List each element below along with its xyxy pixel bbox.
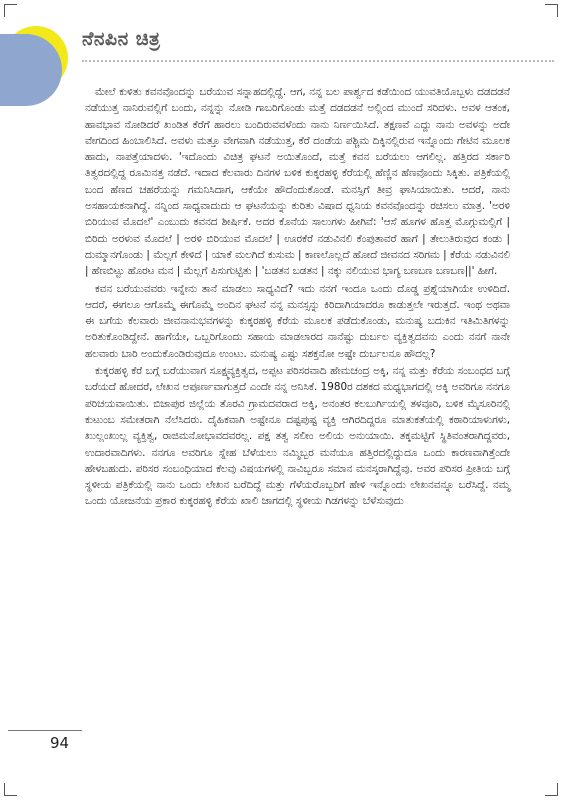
crop-mark-bottom-right [545, 783, 558, 796]
body-text [85, 84, 510, 511]
paragraph-3: ಕುಕ್ಕರಹಳ್ಳಿ ಕೆರೆ ಬಗ್ಗೆ ಬರೆಯುವಾಗ ಸೂಕ್ಷ್ಮವ್ಯಕ್ತಿತ್ವದ, ಅಪ್ಪಟ ಪರಿಸರವಾದಿ ಹೇಮಚಂದ್ರ ಅಕ್ಕಿ, ನನ್ನ ಮತ್ತು ಕೆರೆಯ ಸಂಬಂಧದ ಬಗ್ಗೆ ಬರೆಯದೆ ಹೋದರೆ, ಲೇಖನ ಅಪೂರ್ಣವಾಗುತ್ತದೆ ಎಂದೇ ನನ್ನ ಅನಿಸಿಕೆ. 1980ರ ದಶಕದ ಮಧ್ಯಭಾಗದಲ್ಲಿ ಅಕ್ಕಿ ಅವರಿಗೂ ನನಗೂ ಪರಿಚಯವಾಯಿತು. ಬಿಜಾಪುರ ಜಿಲ್ಲೆಯ ತೊರವಿ ಗ್ರಾಮದವರಾದ ಅಕ್ಕಿ, ಅನಂತರ ಕಲಬುರ್ಗಿಯಲ್ಲಿ ತಳವೂರಿ, ಬಳಿಕ ಮೈಸೂರಿನಲ್ಲಿ ಕುಟುಂಬ ಸಮೇತರಾಗಿ ನೆಲೆಸಿದರು. ದೈಹಿಕವಾಗಿ ಅಷ್ಟೇನೂ ದಷ್ಟಪುಷ್ಟ ವ್ಯಕ್ತಿ ಆಗಿರದಿದ್ದರೂ ಮಾತುಕತೆಯಲ್ಲಿ ಕಠಾರಿಯಾಳುಗಳು, ಖುಲ್ಲಂಖುಲ್ಲ ವ್ಯಕ್ತಿತ್ವ, ರಾಜಿಮನೋಭಾವದವರಲ್ಲ. ಪಕ್ಷ ತತ್ವ ಸಲೀಂ ಅಲಿಯ ಅನುಯಾಯಿ. ತಕ್ಕಮಟ್ಟಿಗೆ ಸ್ಥಿತಿವಂತರಾಗಿದ್ದವರು, ಉದಾರವಾದಿಗಳು. ನನಗೂ ಅವರಿಗೂ ಸ್ನೇಹ ಬೆಳೆಯಲು ನಮ್ಮಿಬ್ಬರ ಮನೆಯೂ ಹತ್ತಿರದಲ್ಲಿದ್ದುದೂ ಒಂದು ಕಾರಣವಾಗಿತ್ತೆಂದೇ ಹೇಳಬಹುದು. ಪರಿಸರ ಸಂಬಂಧಿಯಾದ ಕೆಲವು ವಿಷಯಗಳಲ್ಲಿ ನಾವಿಬ್ಬರೂ ಸಮಾನ ಮನಸ್ಕರಾಗಿದ್ದೆವು. ಅವರ ಪರಿಸರ ಪ್ರೀತಿಯ ಬಗ್ಗೆ ಸ್ಥಳೀಯ ಪತ್ರಿಕೆಯಲ್ಲಿ ನಾನು ಒಂದು ಲೇಖನ ಬರೆದಿದ್ದೆ ಮತ್ತು ಗೆಳೆಯರೊಬ್ಬರಿಗೆ ಹೇಳಿ ಇನ್ನೊಂದು ಲೇಖನವನ್ನೂ ಬರೆಸಿದ್ದೆ. ನಮ್ಮ ಒಂದು ಯೋಜನೆಯ ಪ್ರಕಾರ ಕುಕ್ಕರಹಳ್ಳಿ ಕೆರೆಯ ಖಾಲಿ ಜಾಗದಲ್ಲಿ ಸ್ಥಳೀಯ ಗಿಡಗಳನ್ನು ಬೆಳೆಸುವುದು [85, 365, 510, 508]
running-header-title: ನೆನಪಿನ ಚಿತ್ರ [82, 28, 161, 50]
footer-rule [8, 730, 82, 731]
crop-mark-top-right [545, 4, 558, 17]
paragraph-1: ಮೇಲೆ ಕುಳಿತು ಕವನವೊಂದನ್ನು ಬರೆಯುವ ಸನ್ನಾಹದಲ್ಲಿದ್ದೆ. ಆಗ, ನನ್ನ ಬಲ ಪಾರ್ಶ್ವದ ಕಡೆಯಿಂದ ಯುವತಿಯೊಬ್ಬಳು ದಡದಡನೆ ನಡೆಯುತ್ತ ನಾನಿರುವಲ್ಲಿಗೆ ಬಂದು, ನನ್ನನ್ನು ನೋಡಿ ಗಾಬರಿಗೊಂಡು ಮತ್ತೆ ದಡದಡನೆ ಅಲ್ಲಿಂದ ಮುಂದೆ ಸರಿದಳು. ಅವಳ ಆತಂಕ, ಹಾವಭಾವ ನೋಡಿದರೆ ಖಂಡಿತ ಕೆರೆಗೆ ಹಾರಲು ಬಂದಿರುವವಳೆಂದು ನಾನು ನಿರ್ಣಯಿಸಿದೆ. ತಕ್ಷಣವೆ ಎದ್ದು ನಾನು ಅವಳನ್ನು ಅದೇ ವೇಗದಿಂದ ಹಿಂಬಾಲಿಸಿದೆ. ಅವಳು ಮತ್ತೂ ವೇಗವಾಗಿ ನಡೆಯುತ್ತ, ಕೆರೆ ದಂಡೆಯ ಪಶ್ಚಿಮ ದಿಕ್ಕಿನಲ್ಲಿರುವ ಇನ್ನೊಂದು ಗೇಟಿನ ಮೂಲಕ ಹಾದು, ನಾಪತ್ತೆಯಾದಳು. 'ಇದೊಂದು ವಿಚಿತ್ರ ಘಟನೆ ಅಯಿತೊಂದೆ, ಮತ್ತೆ ಕವನ ಬರೆಯಲು ಆಗಲಿಲ್ಲ. ಹತ್ತಿರದ ಸರ್ಕಾರಿ ತಿತ್ವರದಲ್ಲಿದ್ದ ರೂಮಿನತ್ತ ನಡೆದೆ. ಇದಾದ ಕೆಲವಾರು ದಿನಗಳ ಬಳಿಕ ಕುಕ್ಕರಹಳ್ಳಿ ಕೆರೆಯಲ್ಲಿ ಹೆಣ್ಣಿನ ಹೆಣವೊಂದು ಸಿಕ್ಕಿತು. ಪತ್ರಿಕೆಯಲ್ಲಿ ಬಂದ ಹೆಣದ ಚಹರೆಯನ್ನು ಗಮನಿಸಿದಾಗ, ಆಕೆಯೇ ಹೌದೆಂದುಕೊಂಡೆ. ಮನಸ್ಸಿಗೆ ತೀವ್ರ ಘಾಸಿಯಾಯಿತು. ಆದರೆ, ನಾನು ಅಸಹಾಯಕನಾಗಿದ್ದೆ. ನನ್ನಿಂದ ಸಾಧ್ಯವಾದುದು ಆ ಘಟನೆಯನ್ನು ಕುರಿತು ವಿಷಾದ ಧ್ವನಿಯ ಕವನವೊಂದನ್ನು ರಚಿಸಲು ಮಾತ್ರ. 'ಅರಳಿ ಬಿರಿಯುವ ಮೊದಲೆ' ಎಂಬುದು ಕವನದ ಶೀರ್ಷಿಕೆ. ಅದರ ಕೊನೆಯ ಸಾಲುಗಳು ಹೀಗಿವೆ: 'ಆಸೆ ಹೂಗಳ ಹೊತ್ತ ಮೊಗ್ಗುಮಲ್ಲಿಗೆ | ಬಿರಿದು ಅರಳುವ ಮೊದಲೆ | ಅರಳಿ ಬಿರಿಯುವ ಮೊದಲೆ | ಊರಕೆರೆ ನಡುವಿನಲಿ ಕೆಂಪುತಾವರೆ ಹಾಗೆ | ತೇಲುತಿರುವುದ ಕಂಡು | ದುಮ್ಮಾನಗೊಂಡು | ಮೆಲ್ಲಗೆ ಕೇಳಿದೆ | ಯಾಕೆ ಮಲಗಿದೆ ಕುಸುಮ | ಕಾಣಲೊಲ್ಲದೆ ಹೋದೆ ಜೀವನದ ಸರಿಗಮ | ಕೆರೆಯ ನಡುವಿನಲಿ | ಹೆಣಬಿಟ್ಟು ಹೊರಟ ಮನ | ಮೆಲ್ಲಗೆ ಪಿಸುಗುಟ್ಟಿತು | 'ಬಡತನ ಬಡತನ | ನಕ್ಕು ನಲಿಯುವ ಭಾಗ್ಯ ಬಣಬಣ ಬಣಬಣ||' ಹೀಗೆ. [85, 86, 510, 278]
header-dotted-rule [82, 60, 554, 62]
crop-mark-top-left [4, 4, 17, 17]
crop-mark-bottom-left [4, 783, 17, 796]
paragraph-2: ಕವನ ಬರೆಯುವವರು ಇನ್ನೇನು ತಾನೆ ಮಾಡಲು ಸಾಧ್ಯವಿದೆ? ಇದು ನನಗೆ ಇಂದೂ ಒಂದು ದೊಡ್ಡ ಪ್ರಶ್ನೆಯಾಗಿಯೇ ಉಳಿದಿದೆ. ಆದರೆ, ಈಗಲೂ ಆಗೊಮ್ಮೆ ಈಗೊಮ್ಮೆ ಅಂದಿನ ಘಟನೆ ನನ್ನ ಮನಸ್ಸನ್ನು ಕಿರಿದಾಗಿಯಾದರೂ ಕಾಡುತ್ತಲೇ ಇರುತ್ತದೆ. ಇಂಥ ಅಥವಾ ಈ ಬಗೆಯ ಕೆಲವಾರು ಜೀವನಾನುಭವಗಳನ್ನು ಕುಕ್ಕರಹಳ್ಳಿ ಕೆರೆಯ ಮೂಲಕ ಪಡೆದುಕೊಂಡು, ಮನುಷ್ಯ ಬದುಕಿನ ಇತಿಮಿತಿಗಳನ್ನು ಅರಿತುಕೊಂಡಿದ್ದೇನೆ. ಹಾಗೆಯೇ, ಒಬ್ಬರಿಗೊಂದು ಸಹಾಯ ಮಾಡಲಾರದ ನಾನೆಷ್ಟು ದುರ್ಬಲ ವ್ಯಕ್ತಿತ್ವದವನು ಎಂದು ನನಗೆ ನಾನೇ ಹಲವಾರು ಬಾರಿ ಅಂದುಕೊಂಡಿರುವುದೂ ಉಂಟು. ಮನುಷ್ಯ ಎಷ್ಟು ಸಶಕ್ತನೋ ಅಷ್ಟೇ ದುರ್ಬಲನೂ ಹೌದಲ್ಲ? [85, 282, 510, 360]
page-number: 94 [50, 734, 70, 752]
